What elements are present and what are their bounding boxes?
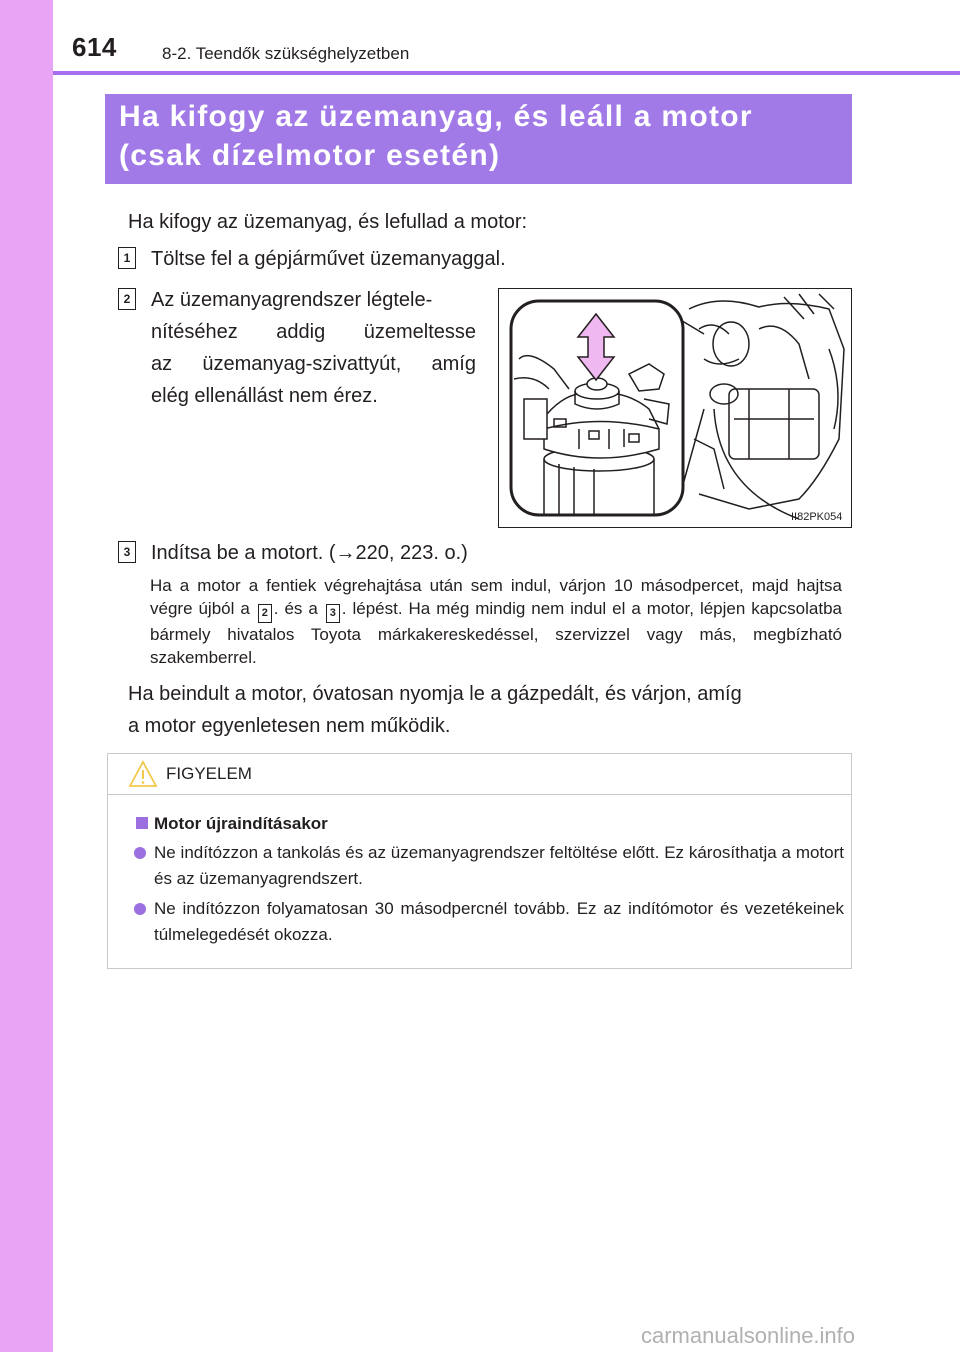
- step-2-line: nítéséhez addig üzemeltesse: [151, 321, 476, 343]
- step-2-line: elég ellenállást nem érez.: [151, 385, 378, 407]
- note-text: [150, 574, 842, 669]
- chapter-title: 8-2. Teendők szükséghelyzetben: [162, 44, 410, 63]
- section-title-line-2: (csak dízelmotor esetén): [119, 139, 501, 172]
- step-number-1: 1: [118, 247, 136, 269]
- page-number: 614: [72, 32, 117, 62]
- fuel-filter-illustration: [498, 288, 852, 528]
- figure-code: II82PK054: [791, 511, 843, 523]
- warning-section-heading: [136, 814, 328, 834]
- step-2-text: [151, 284, 476, 412]
- warning-item-text: Ne indítózzon a tankolás és az üzemanyagrendszer feltöltése előtt. Ez károsíthatja a motort és az üzemanyagrendszert.: [154, 843, 844, 888]
- step-ref-2: 2: [258, 604, 272, 623]
- section-title: [105, 94, 852, 184]
- step-1-text: Töltse fel a gépjárművet üzemanyaggal.: [151, 248, 506, 270]
- warning-item-text: Ne indítózzon folyamatosan 30 másodpercnél tovább. Ez az indítómotor és vezetékeinek túlmelegedését okozza.: [154, 899, 844, 944]
- section-title-line-1: Ha kifogy az üzemanyag, és leáll a motor: [119, 100, 753, 133]
- warning-item: [154, 840, 844, 892]
- after-start-line: Ha beindult a motor, óvatosan nyomja le a gázpedált, és várjon, amíg: [128, 683, 742, 705]
- fuel-pump-drawing: [499, 289, 851, 527]
- warning-title: FIGYELEM: [166, 764, 252, 783]
- warning-heading-text: Motor újraindításakor: [154, 814, 328, 833]
- step-3-text: Indítsa be a motort. (→220, 223. o.): [151, 542, 468, 564]
- note-part: Ha a motor a fentiek végrehajtása után sem indul, várjon 10 másodpercet, majd hajtsa végre újból a: [150, 576, 842, 618]
- step-2-line: az üzemanyag-szivattyút, amíg: [151, 353, 476, 375]
- intro-text: Ha kifogy az üzemanyag, és lefullad a motor:: [128, 211, 528, 233]
- step-number-3: 3: [118, 541, 136, 563]
- header-divider: [53, 71, 960, 75]
- after-start-text: [128, 678, 852, 742]
- warning-triangle-icon: [128, 760, 158, 788]
- warning-item: [154, 896, 844, 948]
- side-band: [0, 0, 53, 1352]
- after-start-line: a motor egyenletesen nem működik.: [128, 715, 451, 737]
- watermark: carmanualsonline.info: [641, 1323, 856, 1348]
- step-ref-3: 3: [326, 604, 340, 623]
- bullet-icon: [134, 847, 146, 859]
- note-part: . lépést. Ha még mindig nem indul el a motor, lépjen kapcsolatba bármely hivatalos Toyota márkakereskedéssel, szervizzel vagy más, megbízható szakemberrel.: [150, 599, 842, 667]
- warning-box: [107, 753, 852, 969]
- step-number-2: 2: [118, 288, 136, 310]
- note-part: . és a: [273, 599, 318, 618]
- step-2-line: Az üzemanyagrendszer légtele-: [151, 289, 433, 311]
- square-bullet-icon: [136, 817, 148, 829]
- warning-divider: [108, 794, 851, 795]
- bullet-icon: [134, 903, 146, 915]
